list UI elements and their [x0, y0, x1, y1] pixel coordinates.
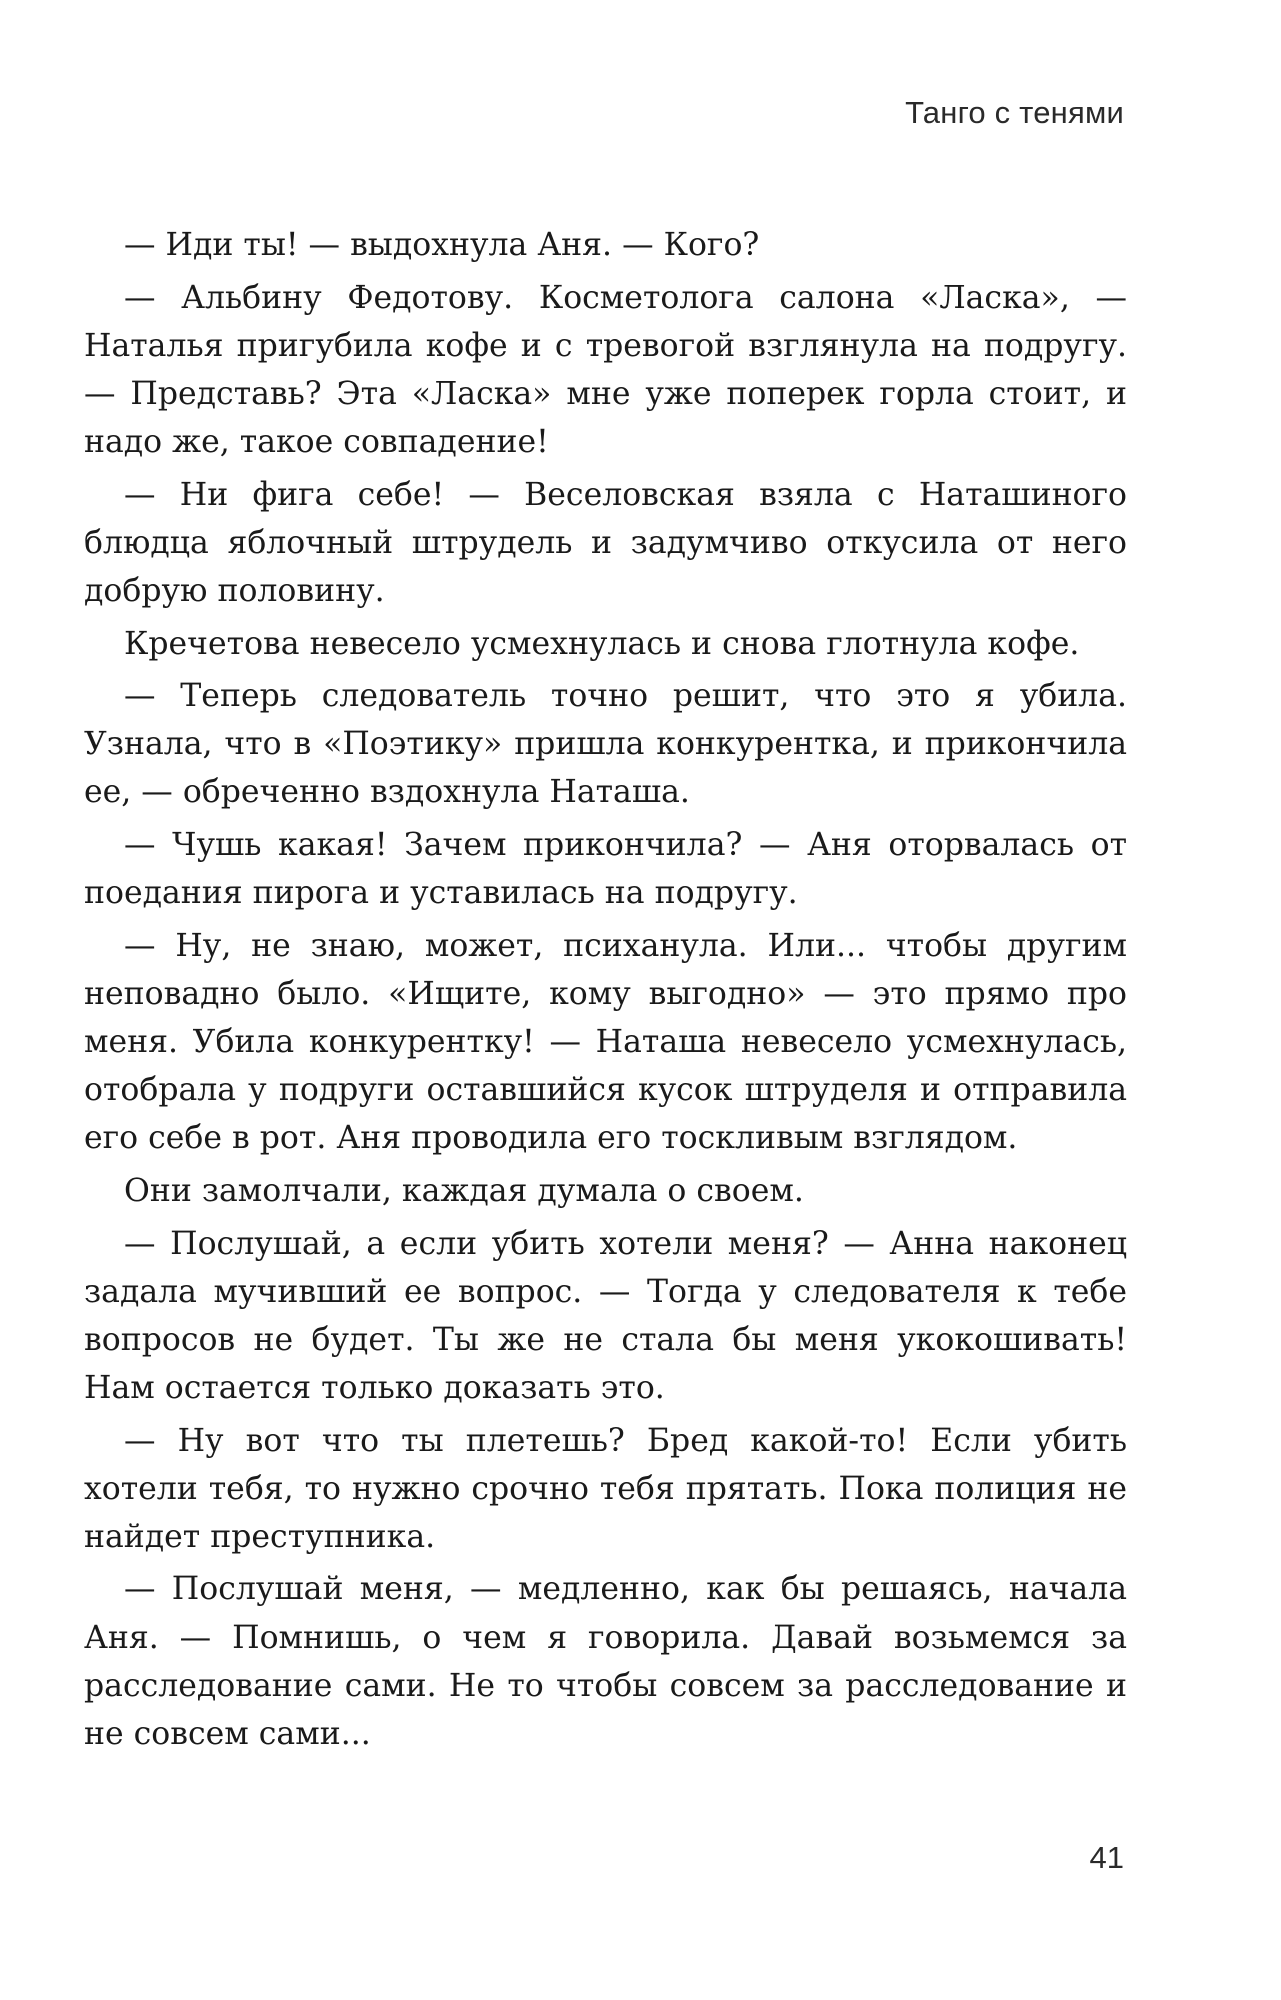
paragraph: Кречетова невесело усмехнулась и снова глотнула кофе.	[124, 625, 1080, 662]
paragraph: — Иди ты! — выдохнула Аня. — Кого?	[124, 227, 760, 263]
paragraph: — Чушь какая! Зачем прикончила? — Аня оторвалась от поедания пирога и уставилась на подругу.	[84, 827, 1127, 912]
paragraph: — Послушай, а если убить хотели меня? — Анна наконец задала мучивший ее вопрос. — Тогда у следователя к тебе вопросов не будет. Ты же не стала бы меня укокошивать! Нам остается только доказать это.	[84, 1225, 1127, 1406]
paragraph: — Послушай меня, — медленно, как бы решаясь, начала Аня. — Помнишь, о чем я говорила. Давай возьмемся за расследование сами. Не то чтобы совсем за расследование и не совсем сами...	[84, 1571, 1127, 1752]
paragraph: — Ну вот что ты плетешь? Бред какой-то! Если убить хотели тебя, то нужно срочно тебя прятать. Пока полиция не найдет преступника.	[84, 1422, 1127, 1555]
running-head: Танго с тенями	[905, 95, 1124, 130]
paragraph: — Ну, не знаю, может, психанула. Или... чтобы другим неповадно было. «Ищите, кому выгодно» — это прямо про меня. Убила конкурентку! — Наташа невесело усмехнулась, отобрала у подруги оставшийся кусок штруделя и отправила его себе в рот. Аня проводила его тоскливым взглядом.	[84, 927, 1127, 1157]
paragraph: Они замолчали, каждая думала о своем.	[124, 1172, 804, 1209]
page-number: 41	[1089, 1840, 1124, 1875]
paragraph: — Теперь следователь точно решит, что это я убила. Узнала, что в «Поэтику» пришла конкурентка, и прикончила ее, — обреченно вздохнула Наташа.	[84, 678, 1127, 811]
paragraph: — Альбину Федотову. Косметолога салона «Ласка», — Наталья пригубила кофе и с тревогой взглянула на подругу. — Представь? Эта «Ласка» мне уже поперек горла стоит, и надо же, такое совпадение!	[84, 279, 1127, 460]
body-text	[84, 221, 1127, 1762]
paragraph: — Ни фига себе! — Веселовская взяла с Наташиного блюдца яблочный штрудель и задумчиво откусила от него добрую половину.	[84, 476, 1127, 609]
